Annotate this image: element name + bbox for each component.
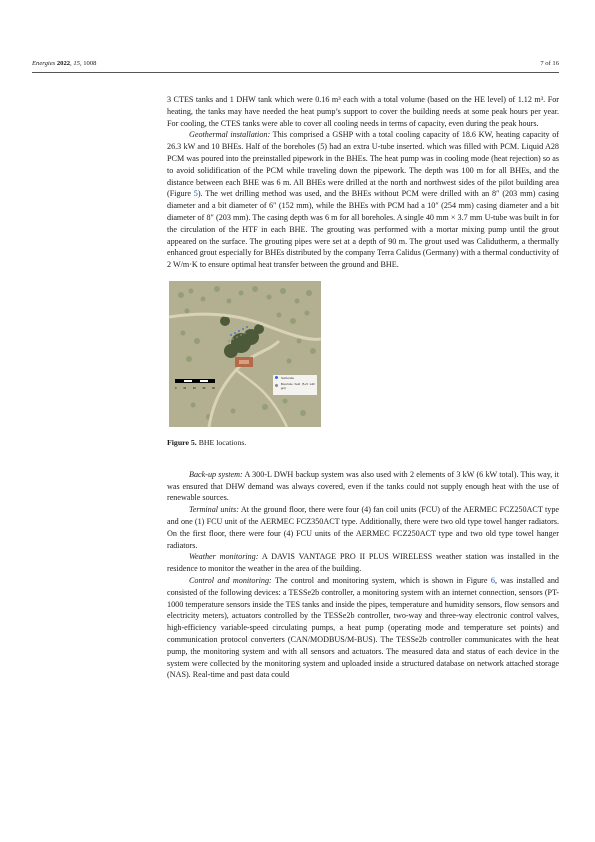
- header-rule: [32, 72, 559, 73]
- running-header: [32, 60, 559, 72]
- paragraph-geothermal: Geothermal installation: This comprised a GSHP with a total cooling capacity of 18.6 KW, heating capacity of 26.3 kW and 10 BHEs. Half of the boreholes (5) had an extra U-tube inserted. which was filled with PCM. Liquid A28 PCM was poured into the preinstalled pipework in the BHEs. The heat pump was in cooling mode (heat rejection) so as to avoid solidification of the PCM while traveling down the pipework. The depth was 100 m for all BHEs, and the distance between each BHE was 6 m. All BHEs were drilled at the north and northwest sides of the pilot building area (Figure 5). The wet drilling method was used, and the BHEs without PCM were drilled with an 8″ (203 mm) casing diameter and a bit diameter of 6″ (152 mm), while the BHEs with PCM had a 10″ (254 mm) casing diameter and a bit diameter of 8″ (203 mm). The casing depth was 6 m for all boreholes. A single 40 mm × 3.7 mm U-tube was built in for the circulation of the HTF in each BHE. The grouting was performed with a mortar mixing pump until the grout appeared on the surface. The grouting pipes were set at a depth of 90 m. The grout used was Calidutherm, a thermally enhanced grout especially for BHEs distributed by the company Terra Calidus (Germany) with a thermal conductivity of 2 W/m·K to ensure optimal heat transfer between the ground and BHE.: [167, 130, 559, 270]
- map-scale-bar: 0 10 20 40 60: [175, 379, 215, 389]
- journal-citation: Energies 2022, 15, 1008: [32, 60, 97, 67]
- paragraph-ctes: 3 CTES tanks and 1 DHW tank which were 0.16 m³ each with a total volume (based on the HE level) of 1.12 m³. For heating, the tanks may have needed the heat pump’s support to cover the building needs at some peak hours per year. For cooling, the CTES tanks were able to cover all cooling needs in terms of capacity, even during the peak hours.: [167, 95, 559, 128]
- paragraph-control: Control and monitoring: The control and monitoring system, which is shown in Figure 6, was installed and consisted of the following devices: a TESSe2b controller, a monitoring system with an internet connection, sensors (PT-1000 temperature sensors inside the TES tanks and inside the pipes, temperature and humidity sensors, flow sensors and electricity meters), actuators controlled by the TESSe2b controller, two-way and three-way electronic control valves, high-efficiency variable-speed circulating pumps, a heat pump (operating mode and temperature set points) and communication protocol converters (CAN/MODBUS/M-BUS). The TESSe2b controller communicates with the heat pump, the monitoring system and with all sensors and actuators. The measured data and status of each device in the system were collected by the monitoring system and uploaded inside a structured database on network attached storage (NAS). Real-time and past data could: [167, 575, 559, 680]
- legend-label: Sorbonde: [281, 375, 295, 380]
- legend-label: Borehole field (5+5 with gel): [280, 381, 315, 390]
- figure-5-link[interactable]: 5: [193, 189, 198, 199]
- paragraph-weather: Weather monitoring: A DAVIS VANTAGE PRO II PLUS WIRELESS weather station was installed in the residence to monitor the weather in the area of the building.: [167, 552, 559, 574]
- figure-caption: Figure 5. BHE locations.: [167, 437, 247, 447]
- legend-marker-icon: [275, 384, 278, 387]
- page-body: [167, 94, 559, 681]
- aerial-map-image: [169, 281, 321, 427]
- paragraph-backup: Back-up system: A 300-L DWH backup system was also used with 2 elements of 3 kW (6 kW total). This way, it was ensured that DHW demand was always covered, even if the tanks could not supply enough heat with the use of renewable sources.: [167, 469, 559, 503]
- page-number: 7 of 16: [540, 60, 559, 67]
- paragraph-terminal-units: Terminal units: At the ground floor, there were four (4) fan coil units (FCU) of the AERMEC FCZ250ACT type and one (1) FCU unit of the AERMEC FCZ350ACT type. Additionally, there were two old type towel hanger radiators. On the first floor, there were four (4) FCU units of the AERMEC FCZ250ACT type and two old type towel hanger radiators.: [167, 505, 559, 550]
- map-legend: [273, 375, 317, 395]
- figure-bhe-map: [169, 281, 321, 427]
- figure-6-link[interactable]: 6: [490, 575, 495, 585]
- legend-marker-icon: [275, 376, 278, 379]
